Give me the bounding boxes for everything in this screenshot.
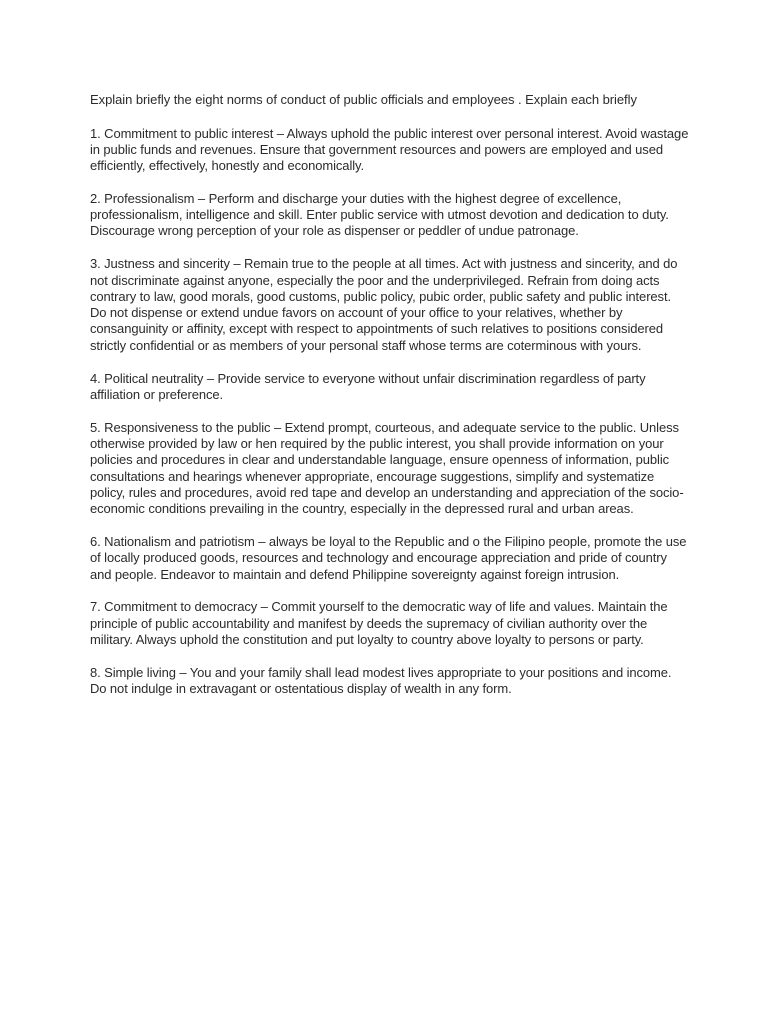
norm-paragraph-7: 7. Commitment to democracy – Commit yourself to the democratic way of life and values. Maintain the principle of public accountability and manifest by deeds the supremacy of civilian authority over the military. Always uphold the constitution and put loyalty to country above loyalty to persons or party. (90, 599, 668, 647)
norm-paragraph-4: 4. Political neutrality – Provide service to everyone without unfair discrimination regardless of party affiliation or preference. (90, 370, 646, 402)
norm-paragraph-6: 6. Nationalism and patriotism – always be loyal to the Republic and o the Filipino people, promote the use of locally produced goods, resources and technology and encourage appreciation and pride of country and people. Endeavor to maintain and defend Philippine sovereignty against foreign intrusion. (90, 533, 687, 582)
norm-paragraph-8: 8. Simple living – You and your family shall lead modest lives appropriate to your positions and income. Do not indulge in extravagant or ostentatious display of wealth in any form. (90, 664, 672, 697)
norm-paragraph-2: 2. Professionalism – Perform and discharge your duties with the highest degree of excellence, professionalism, intelligence and skill. Enter public service with utmost devotion and dedication to duty. Discourage wrong perception of your role as dispenser or peddler of undue patronage. (90, 190, 669, 239)
document-page (90, 92, 690, 714)
norm-paragraph-5: 5. Responsiveness to the public – Extend prompt, courteous, and adequate service to the public. Unless otherwise provided by law or hen required by the public interest, you shall provide information on your policies and procedures in clear and understandable language, ensure openness of information, public consultations and hearings whenever appropriate, encourage suggestions, simplify and systematize policy, rules and procedures, avoid red tape and develop an understanding and appreciation of the socio-economic conditions prevailing in the country, especially in the depressed rural and urban areas. (90, 419, 684, 517)
norm-paragraph-3: 3. Justness and sincerity – Remain true to the people at all times. Act with justness and sincerity, and do not discriminate against anyone, especially the poor and the underprivileged. Refrain from doing acts contrary to law, good morals, good customs, public policy, pubic order, public safety and public interest. Do not dispense or extend undue favors on account of your office to your relatives, whether by consanguinity or affinity, except with respect to appointments of such relatives to positions considered strictly confidential or as members of your personal staff whose terms are coterminous with yours. (90, 256, 678, 353)
document-heading: Explain briefly the eight norms of conduct of public officials and employees . Explain each briefly (90, 92, 637, 107)
norm-paragraph-1: 1. Commitment to public interest – Always uphold the public interest over personal interest. Avoid wastage in public funds and revenues. Ensure that government resources and powers are employed and used efficiently, effectively, honestly and economically. (90, 125, 689, 174)
